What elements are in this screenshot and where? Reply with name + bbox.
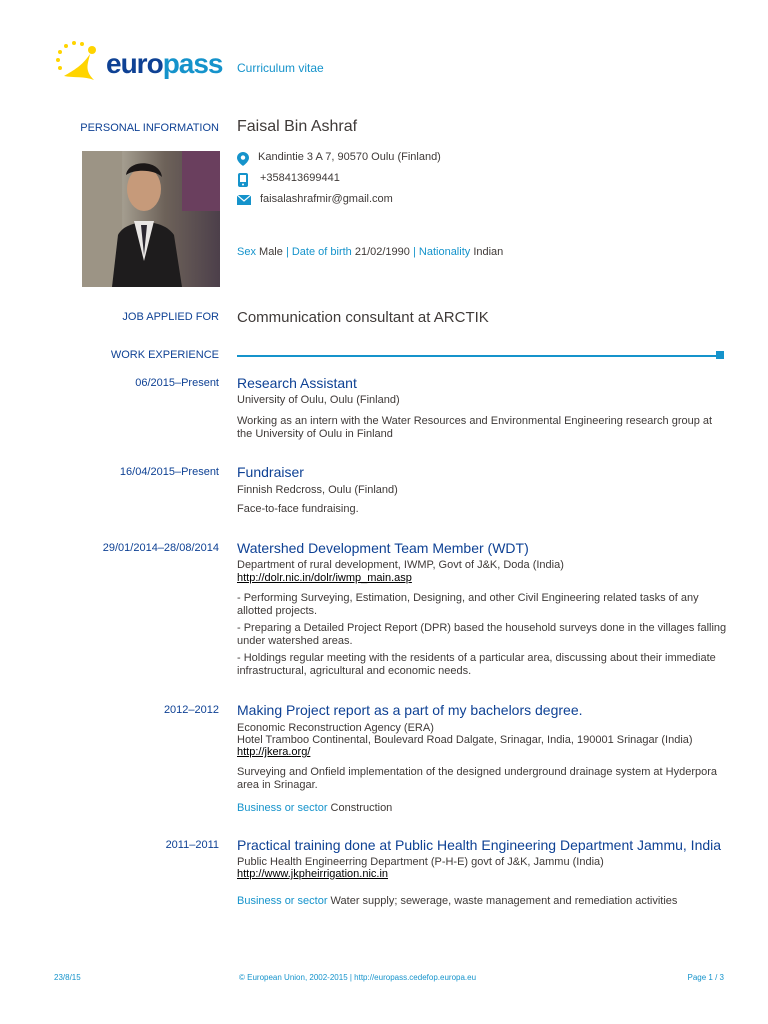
europass-logo: [54, 40, 224, 90]
entry-bullet: - Holdings regular meeting with the residents of a particular area, discussing about their immediate infrastructural, agricultural and economic needs.: [237, 652, 716, 677]
sector-label: Business or sector: [237, 895, 328, 907]
entry-title: Making Project report as a part of my bachelors degree.: [237, 702, 583, 718]
sector-value: Construction: [330, 802, 393, 814]
entry-link[interactable]: http://www.jkpheirrigation.nic.in: [237, 868, 389, 880]
entry-org: Finnish Redcross, Oulu (Finland): [237, 484, 398, 496]
separator: |: [285, 246, 289, 258]
europass-stars-icon: [54, 40, 114, 90]
entry-org: Department of rural development, IWMP, Govt of J&K, Doda (India): [237, 559, 564, 571]
personal-info-label: PERSONAL INFORMATION: [80, 122, 219, 134]
entry-bullet: - Performing Surveying, Estimation, Designing, and other Civil Engineering related tasks of any allotted projects.: [237, 592, 699, 617]
entry-title: Practical training done at Public Health Engineering Department Jammu, India: [237, 837, 722, 853]
section-divider-square: [716, 351, 724, 359]
sector-label: Business or sector: [237, 802, 328, 814]
nationality-label: Nationality: [418, 246, 471, 258]
entry-link[interactable]: http://dolr.nic.in/dolr/iwmp_main.asp: [237, 572, 412, 584]
entry-dates: 06/2015–Present: [135, 377, 219, 389]
person-silhouette-icon: [82, 151, 220, 287]
job-applied-value: Communication consultant at ARCTIK: [237, 309, 489, 326]
sector-value: Water supply; sewerage, waste management and remediation activities: [330, 895, 678, 907]
entry-org: University of Oulu, Oulu (Finland): [237, 394, 400, 406]
dob-label: Date of birth: [291, 246, 352, 258]
entry-dates: 16/04/2015–Present: [119, 466, 219, 478]
address-text: Kandintie 3 A 7, 90570 Oulu (Finland): [258, 151, 441, 163]
entry-org-address: Hotel Tramboo Continental, Boulevard Road Dalgate, Srinagar, India, 190001 Srinagar (India): [237, 734, 693, 746]
profile-photo: [82, 151, 220, 287]
entry-sector-line: [237, 802, 727, 815]
location-pin-icon: [237, 152, 249, 166]
sex-label: Sex: [237, 246, 256, 258]
entry-dates: 2012–2012: [163, 704, 219, 716]
entry-title: Research Assistant: [237, 375, 357, 391]
footer-copyright: © European Union, 2002-2015 | http://europass.cedefop.europa.eu: [239, 973, 477, 982]
dob-value: 21/02/1990: [354, 246, 410, 258]
entry-title: Watershed Development Team Member (WDT): [237, 540, 529, 556]
entry-description: Surveying and Onfield implementation of the designed underground drainage system at Hyderpora area in Srinagar.: [237, 766, 718, 791]
entry-bullet: - Preparing a Detailed Project Report (DPR) based the household surveys done in the villages falling under watershed areas.: [237, 622, 727, 647]
job-applied-label: JOB APPLIED FOR: [122, 311, 219, 323]
entry-description: Face-to-face fundraising.: [237, 503, 359, 515]
entry-title: Fundraiser: [237, 464, 304, 480]
logo-text-pass: pass: [162, 48, 223, 79]
entry-org: Public Health Engineerring Department (P-H-E) govt of J&K, Jammu (India): [237, 856, 604, 868]
work-experience-label: WORK EXPERIENCE: [110, 349, 219, 361]
email-envelope-icon: [237, 195, 251, 205]
entry-dates: 2011–2011: [165, 839, 219, 851]
nationality-value: Indian: [473, 246, 504, 258]
email-text[interactable]: faisalashrafmir@gmail.com: [260, 193, 393, 205]
entry-sector-line: [237, 895, 727, 908]
phone-text: +358413699441: [260, 172, 340, 184]
separator: |: [412, 246, 416, 258]
logo-wordmark: [106, 48, 223, 80]
entry-dates: 29/01/2014–28/08/2014: [102, 542, 219, 554]
entry-link[interactable]: http://jkera.org/: [237, 746, 311, 758]
sex-value: Male: [259, 246, 283, 258]
entry-org: Economic Reconstruction Agency (ERA): [237, 722, 434, 734]
footer-page-number: Page 1 / 3: [687, 973, 724, 982]
footer-date: 23/8/15: [54, 973, 81, 982]
entry-description: Working as an intern with the Water Resources and Environmental Engineering research group at the University of Oulu in Finland: [237, 415, 713, 440]
logo-text-euro: euro: [106, 48, 163, 79]
personal-details-line: [237, 246, 503, 258]
section-divider: [237, 355, 717, 357]
mobile-phone-icon: [238, 173, 248, 187]
person-name: Faisal Bin Ashraf: [237, 118, 358, 135]
doc-title: Curriculum vitae: [237, 61, 324, 75]
